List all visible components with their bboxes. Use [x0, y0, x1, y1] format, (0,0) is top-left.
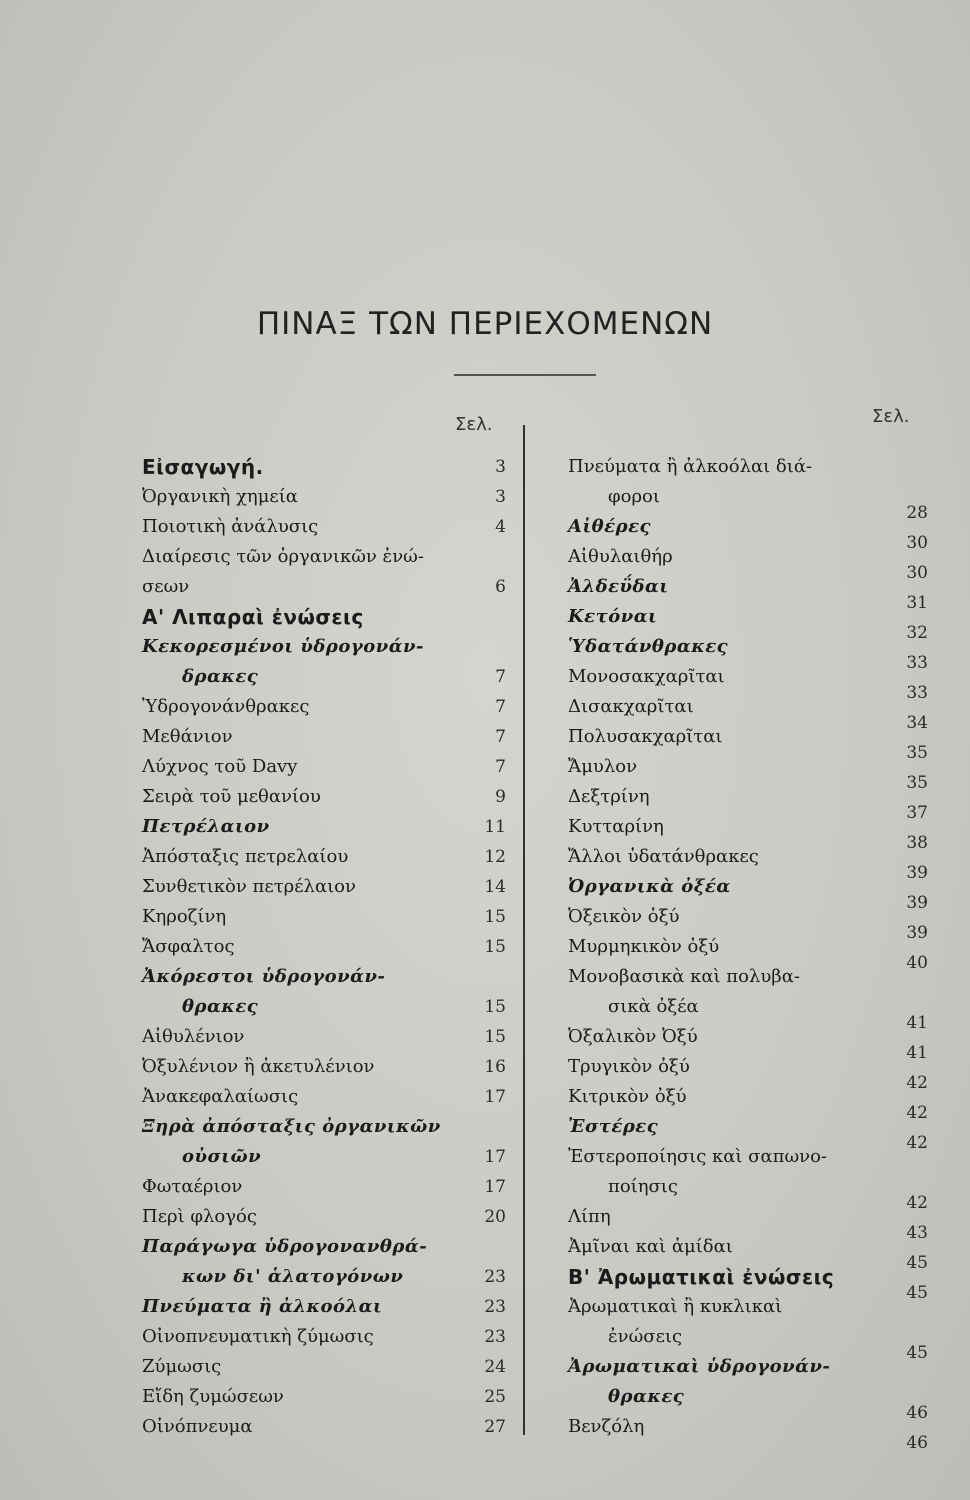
- toc-entry-title: Αἰθέρες: [568, 516, 651, 537]
- toc-entry-title: Διαίρεσις τῶν ὀργανικῶν ἐνώ-: [142, 546, 424, 567]
- toc-entry-title: θρακες: [182, 996, 259, 1017]
- toc-entry-title: ποίησις: [608, 1176, 678, 1197]
- toc-entry: [142, 1322, 506, 1352]
- toc-entry: [568, 602, 928, 643]
- toc-entry-title: Ἄσφαλτος: [142, 936, 235, 957]
- toc-entry-title: Κιτρικὸν ὀξύ: [568, 1086, 687, 1107]
- toc-entry-title: Κεκορεσμένοι ὑδρογονάν-: [142, 636, 425, 657]
- toc-entry-title: Εἴδη ζυμώσεων: [142, 1386, 284, 1407]
- toc-entry-page: 35: [906, 743, 928, 763]
- toc-entry: [568, 1142, 928, 1172]
- toc-entry-title: Α' Λιπαραὶ ἐνώσεις: [142, 605, 364, 629]
- toc-entry: [568, 842, 928, 883]
- toc-entry-page: 33: [906, 653, 928, 673]
- toc-entry-page: 17: [484, 1177, 506, 1197]
- toc-entry-page: 15: [484, 1027, 506, 1047]
- toc-entry-page: 41: [906, 1043, 928, 1063]
- toc-entry-title: Ἐστέρες: [568, 1116, 659, 1137]
- toc-entry-title: Ἀκόρεστοι ὑδρογονάν-: [142, 966, 386, 987]
- column-divider: [523, 425, 525, 1435]
- left-page-label: Σελ.: [455, 414, 493, 435]
- toc-entry: [568, 962, 928, 992]
- toc-entry-title: Ὀργανικὴ χημεία: [142, 486, 298, 507]
- toc-entry-title: Κυτταρίνη: [568, 816, 664, 837]
- toc-entry: [568, 692, 928, 733]
- toc-entry-title: Οἰνοπνευματικὴ ζύμωσις: [142, 1326, 374, 1347]
- toc-entry: [142, 1112, 506, 1142]
- toc-entry-page: 42: [906, 1103, 928, 1123]
- toc-entry-page: 46: [906, 1403, 928, 1423]
- toc-entry-page: 4: [495, 517, 506, 537]
- toc-entry: [568, 452, 928, 482]
- toc-entry-page: 34: [906, 713, 928, 733]
- toc-entry-title: Ἄλλοι ὑδατάνθρακες: [568, 846, 759, 867]
- toc-entry-title: Λίπη: [568, 1206, 611, 1227]
- toc-entry: [142, 1202, 506, 1232]
- toc-entry-title: Φωταέριον: [142, 1176, 243, 1197]
- toc-entry-page: 9: [495, 787, 506, 807]
- toc-entry: [568, 1202, 928, 1243]
- toc-entry: [568, 752, 928, 793]
- toc-entry-title: Πνεύματα ἢ ἀλκοόλαι: [142, 1296, 383, 1317]
- left-column: [142, 452, 506, 1442]
- toc-entry-title: Ἀλδεΰδαι: [568, 576, 669, 597]
- toc-entry-title: οὐσιῶν: [182, 1146, 262, 1167]
- toc-entry-title: Μεθάνιον: [142, 726, 233, 747]
- toc-entry-title: σικὰ ὀξέα: [608, 996, 699, 1017]
- toc-entry-page: 40: [906, 953, 928, 973]
- toc-entry-page: 3: [495, 487, 506, 507]
- toc-entry-title: Δεξτρίνη: [568, 786, 650, 807]
- toc-entry-title: Πνεύματα ἢ ἀλκοόλαι διά-: [568, 456, 813, 477]
- toc-entry: [142, 722, 506, 752]
- toc-entry: [142, 632, 506, 662]
- toc-entry-title: Ἀρωματικαὶ ἢ κυκλικαὶ: [568, 1296, 783, 1317]
- toc-entry: [142, 812, 506, 842]
- toc-entry-page: 39: [906, 893, 928, 913]
- toc-entry: [142, 662, 506, 692]
- toc-entry: [568, 632, 928, 673]
- toc-entry-title: Ὀργανικὰ ὀξέα: [568, 876, 731, 897]
- toc-entry-page: 3: [495, 457, 506, 477]
- toc-entry: [568, 1172, 928, 1213]
- toc-entry-title: Ποιοτικὴ ἀνάλυσις: [142, 516, 319, 537]
- toc-entry: [568, 1082, 928, 1123]
- toc-entry: [142, 992, 506, 1022]
- toc-entry-title: Συνθετικὸν πετρέλαιον: [142, 876, 356, 897]
- toc-entry: [568, 812, 928, 853]
- toc-entry-page: 30: [906, 563, 928, 583]
- toc-entry: [568, 872, 928, 913]
- toc-entry-page: 39: [906, 923, 928, 943]
- title-rule: [454, 374, 596, 376]
- toc-entry-page: 45: [906, 1343, 928, 1363]
- toc-entry-page: 17: [484, 1147, 506, 1167]
- toc-entry-page: 7: [495, 667, 506, 687]
- toc-entry: [568, 932, 928, 973]
- toc-entry: [142, 1262, 506, 1292]
- toc-entry-title: Β' Ἀρωματικαὶ ἐνώσεις: [568, 1265, 835, 1289]
- toc-entry-title: Κετόναι: [568, 606, 658, 627]
- toc-entry-page: 20: [484, 1207, 506, 1227]
- toc-entry-page: 30: [906, 533, 928, 553]
- right-page-label: Σελ.: [872, 406, 910, 427]
- toc-entry-title: Βενζόλη: [568, 1416, 645, 1437]
- toc-entry-title: Ὀξυλένιον ἢ ἀκετυλένιον: [142, 1056, 375, 1077]
- toc-entry-page: 23: [484, 1327, 506, 1347]
- toc-entry-title: Αἰθυλένιον: [142, 1026, 245, 1047]
- toc-entry: [568, 1322, 928, 1363]
- toc-entry-title: Ὀξεικὸν ὀξύ: [568, 906, 680, 927]
- toc-entry-title: κων δι' ἁλατογόνων: [182, 1266, 404, 1287]
- toc-entry-title: Ζύμωσις: [142, 1356, 222, 1377]
- toc-entry-page: 15: [484, 907, 506, 927]
- toc-entry: [568, 992, 928, 1033]
- toc-entry-title: Ἐστεροποίησις καὶ σαπωνο-: [568, 1146, 827, 1167]
- toc-entry: [142, 782, 506, 812]
- toc-entry: [142, 842, 506, 872]
- toc-entry: [142, 572, 506, 602]
- toc-entry-title: Ἄμυλον: [568, 756, 638, 777]
- toc-entry-title: Πετρέλαιον: [142, 816, 270, 837]
- toc-entry-title: δρακες: [182, 666, 259, 687]
- toc-entry-page: 33: [906, 683, 928, 703]
- toc-entry: [142, 902, 506, 932]
- toc-entry-page: 23: [484, 1297, 506, 1317]
- toc-entry: [568, 1382, 928, 1423]
- toc-entry-page: 27: [484, 1417, 506, 1437]
- toc-entry-title: Παράγωγα ὑδρογονανθρά-: [142, 1236, 428, 1257]
- toc-entry: [142, 932, 506, 962]
- toc-entry: [142, 1232, 506, 1262]
- toc-entry: [568, 572, 928, 613]
- toc-entry: [142, 1022, 506, 1052]
- toc-entry: [568, 722, 928, 763]
- toc-entry: [568, 662, 928, 703]
- toc-entry-page: 45: [906, 1253, 928, 1273]
- toc-entry-title: Μονοσακχαρῖται: [568, 666, 725, 687]
- toc-entry-title: Ὑδατάνθρακες: [568, 636, 729, 657]
- toc-entry-page: 41: [906, 1013, 928, 1033]
- toc-entry-page: 12: [484, 847, 506, 867]
- toc-entry: [142, 1142, 506, 1172]
- toc-entry-title: Τρυγικὸν ὀξύ: [568, 1056, 690, 1077]
- toc-entry: [568, 1352, 928, 1382]
- toc-entry: [142, 1172, 506, 1202]
- toc-entry-page: 46: [906, 1433, 928, 1453]
- toc-entry-title: Ἀνακεφαλαίωσις: [142, 1086, 299, 1107]
- toc-entry-page: 6: [495, 577, 506, 597]
- toc-entry-page: 7: [495, 697, 506, 717]
- toc-entry-page: 31: [906, 593, 928, 613]
- toc-entry-title: Ὀξαλικὸν Ὀξύ: [568, 1026, 698, 1047]
- toc-entry-title: Ὑδρογονάνθρακες: [142, 696, 310, 717]
- toc-entry: [568, 782, 928, 823]
- toc-entry: [568, 1052, 928, 1093]
- toc-entry-page: 17: [484, 1087, 506, 1107]
- toc-entry: [568, 902, 928, 943]
- toc-entry-title: Ἀρωματικαὶ ὑδρογονάν-: [568, 1356, 831, 1377]
- toc-entry-page: 25: [484, 1387, 506, 1407]
- toc-entry: [142, 1052, 506, 1082]
- toc-entry: [568, 1412, 928, 1453]
- toc-entry-page: 28: [906, 503, 928, 523]
- toc-entry: [142, 452, 506, 482]
- toc-entry-title: Ἀμῖναι καὶ ἀμίδαι: [568, 1236, 733, 1257]
- toc-entry-title: Οἰνόπνευμα: [142, 1416, 253, 1437]
- toc-entry: [142, 1292, 506, 1322]
- toc-entry: [142, 752, 506, 782]
- toc-entry-title: θρακες: [608, 1386, 685, 1407]
- toc-entry-title: Ἀπόσταξις πετρελαίου: [142, 846, 349, 867]
- toc-entry-title: Δισακχαρῖται: [568, 696, 694, 717]
- toc-entry: [142, 962, 506, 992]
- toc-entry-page: 42: [906, 1073, 928, 1093]
- toc-entry-page: 32: [906, 623, 928, 643]
- toc-entry: [142, 1382, 506, 1412]
- toc-entry-title: Μονοβασικὰ καὶ πολυβα-: [568, 966, 800, 987]
- toc-entry: [142, 1412, 506, 1442]
- toc-entry-page: 23: [484, 1267, 506, 1287]
- toc-entry: [568, 512, 928, 553]
- toc-entry: [568, 1262, 928, 1303]
- toc-entry-title: Περὶ φλογός: [142, 1206, 257, 1227]
- toc-entry: [142, 542, 506, 572]
- toc-entry-title: Ξηρὰ ἀπόσταξις ὀργανικῶν: [142, 1116, 441, 1137]
- toc-entry-title: Μυρμηκικὸν ὀξύ: [568, 936, 720, 957]
- right-column: [568, 452, 928, 1453]
- toc-entry-page: 16: [484, 1057, 506, 1077]
- toc-entry-page: 14: [484, 877, 506, 897]
- toc-entry-page: 39: [906, 863, 928, 883]
- toc-entry: [568, 1112, 928, 1153]
- toc-entry-page: 7: [495, 727, 506, 747]
- toc-entry-page: 43: [906, 1223, 928, 1243]
- toc-entry-title: Σειρὰ τοῦ μεθανίου: [142, 786, 321, 807]
- toc-entry: [142, 482, 506, 512]
- toc-entry-page: 7: [495, 757, 506, 777]
- toc-entry: [142, 512, 506, 542]
- toc-entry: [142, 1082, 506, 1112]
- toc-entry-page: 24: [484, 1357, 506, 1377]
- toc-entry-page: 37: [906, 803, 928, 823]
- toc-entry-page: 38: [906, 833, 928, 853]
- toc-entry: [142, 692, 506, 722]
- toc-entry-title: φοροι: [608, 486, 660, 507]
- toc-entry: [568, 1022, 928, 1063]
- toc-entry: [568, 482, 928, 523]
- toc-entry-title: Λύχνος τοῦ Davy: [142, 756, 298, 777]
- toc-entry: [142, 602, 506, 632]
- toc-entry-page: 15: [484, 997, 506, 1017]
- toc-entry-title: σεων: [142, 576, 190, 597]
- toc-entry-title: ἐνώσεις: [608, 1326, 683, 1347]
- toc-entry-title: Αἰθυλαιθήρ: [568, 546, 673, 567]
- toc-entry-page: 15: [484, 937, 506, 957]
- toc-entry: [568, 542, 928, 583]
- toc-entry: [568, 1292, 928, 1322]
- toc-entry: [142, 1352, 506, 1382]
- toc-entry-page: 42: [906, 1133, 928, 1153]
- toc-entry-page: 45: [906, 1283, 928, 1303]
- toc-entry-page: 42: [906, 1193, 928, 1213]
- toc-entry-page: 35: [906, 773, 928, 793]
- toc-entry: [568, 1232, 928, 1273]
- toc-entry-title: Εἰσαγωγή.: [142, 455, 264, 479]
- page-title: ΠΙΝΑΞ ΤΩΝ ΠΕΡΙΕΧΟΜΕΝΩΝ: [256, 306, 714, 342]
- toc-entry-page: 11: [484, 817, 506, 837]
- toc-entry: [142, 872, 506, 902]
- toc-entry-title: Κηροζίνη: [142, 906, 227, 927]
- toc-entry-title: Πολυσακχαρῖται: [568, 726, 723, 747]
